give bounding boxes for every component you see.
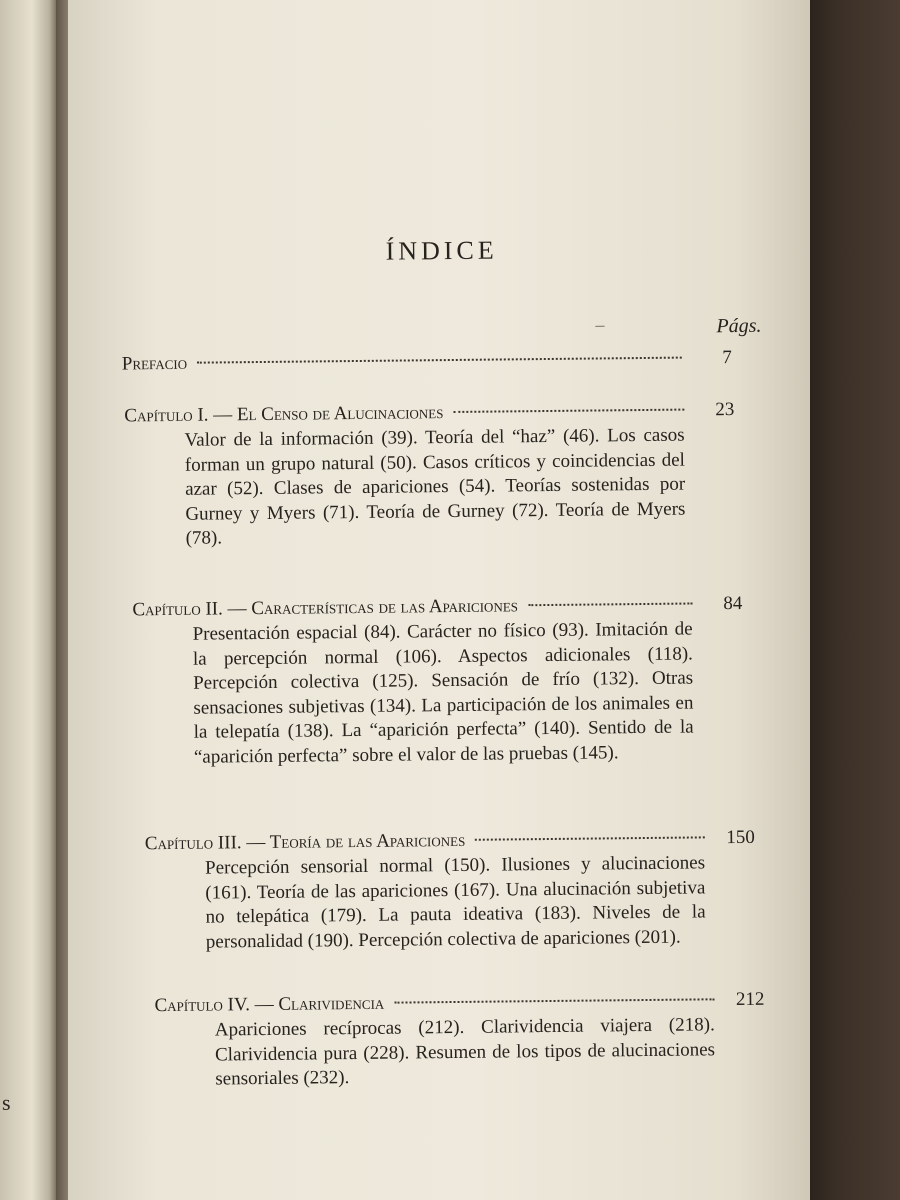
leader-dots — [528, 602, 692, 606]
toc-entry-description: Presentación espacial (84). Carácter no físico (93). Imitación de la percepción normal (106). Aspectos adicionales (118). Percepción colectiva (125). Sensación de frío (132). Otras sensaciones subjetivas (134). La participación de los animales en la telepatía (138). La “aparición perfecta” (140). Sentido de la “aparición perfecta” sobre el valor de las pruebas (145). — [192, 618, 694, 768]
toc-entry-page: 84 — [723, 592, 743, 615]
book-page — [68, 0, 810, 1200]
toc-entry-prefacio — [122, 345, 732, 377]
toc-entry-label: Capítulo III. — Teoría de las Apariciones — [144, 829, 466, 855]
toc-entry-page: 150 — [726, 826, 755, 849]
pages-column-label: Págs. — [716, 314, 762, 338]
toc-entry-page: 7 — [722, 347, 732, 369]
toc-entry-description: Apariciones recíprocas (212). Clarividencia viajera (218). Clarividencia pura (228). Resumen de los tipos de alucinaciones sensoriales (232). — [214, 1014, 716, 1090]
background-table — [808, 0, 900, 1200]
toc-entry-label: Capítulo II. — Características de las Apariciones — [132, 595, 519, 621]
toc-entry-page: 212 — [735, 988, 765, 1011]
pags-mark: – — [595, 314, 605, 335]
toc-entry-label: Capítulo IV. — Clarividencia — [154, 992, 385, 1017]
left-page-letter: s — [2, 1090, 11, 1115]
leader-dots — [453, 409, 684, 413]
toc-entry-page: 23 — [715, 399, 735, 421]
toc-entry-chapter-3 — [145, 825, 756, 955]
toc-entry-description: Percepción sensorial normal (150). Ilusiones y alucinaciones (161). Teoría de las apariciones (167). Una alucinación subjetiva no telepática (179). La pauta ideativa (183). Niveles de la personalidad (190). Percepción colectiva de apariciones (201). — [204, 852, 706, 953]
toc-entry-chapter-1 — [124, 397, 736, 552]
page-title: ÍNDICE — [385, 235, 498, 266]
toc-entry-chapter-4 — [154, 987, 765, 1093]
leader-dots — [394, 998, 714, 1003]
toc-entry-label: Prefacio — [121, 352, 188, 375]
leader-dots — [197, 357, 682, 364]
toc-entry-chapter-2 — [132, 591, 744, 770]
toc-entry-description: Valor de la información (39). Teoría del “haz” (46). Los casos forman un grupo natural (50). Casos críticos y coincidencias del azar (52). Clases de apariciones (54). Teorías sostenidas por Gurney y Myers (71). Teoría de Gurney (72). Teoría de Myers (78). — [184, 424, 686, 549]
toc-content — [68, 0, 823, 1200]
toc-entry-label: Capítulo I. — El Censo de Alucinaciones — [124, 402, 444, 427]
left-page-edge — [0, 0, 58, 1200]
leader-dots — [475, 836, 705, 840]
